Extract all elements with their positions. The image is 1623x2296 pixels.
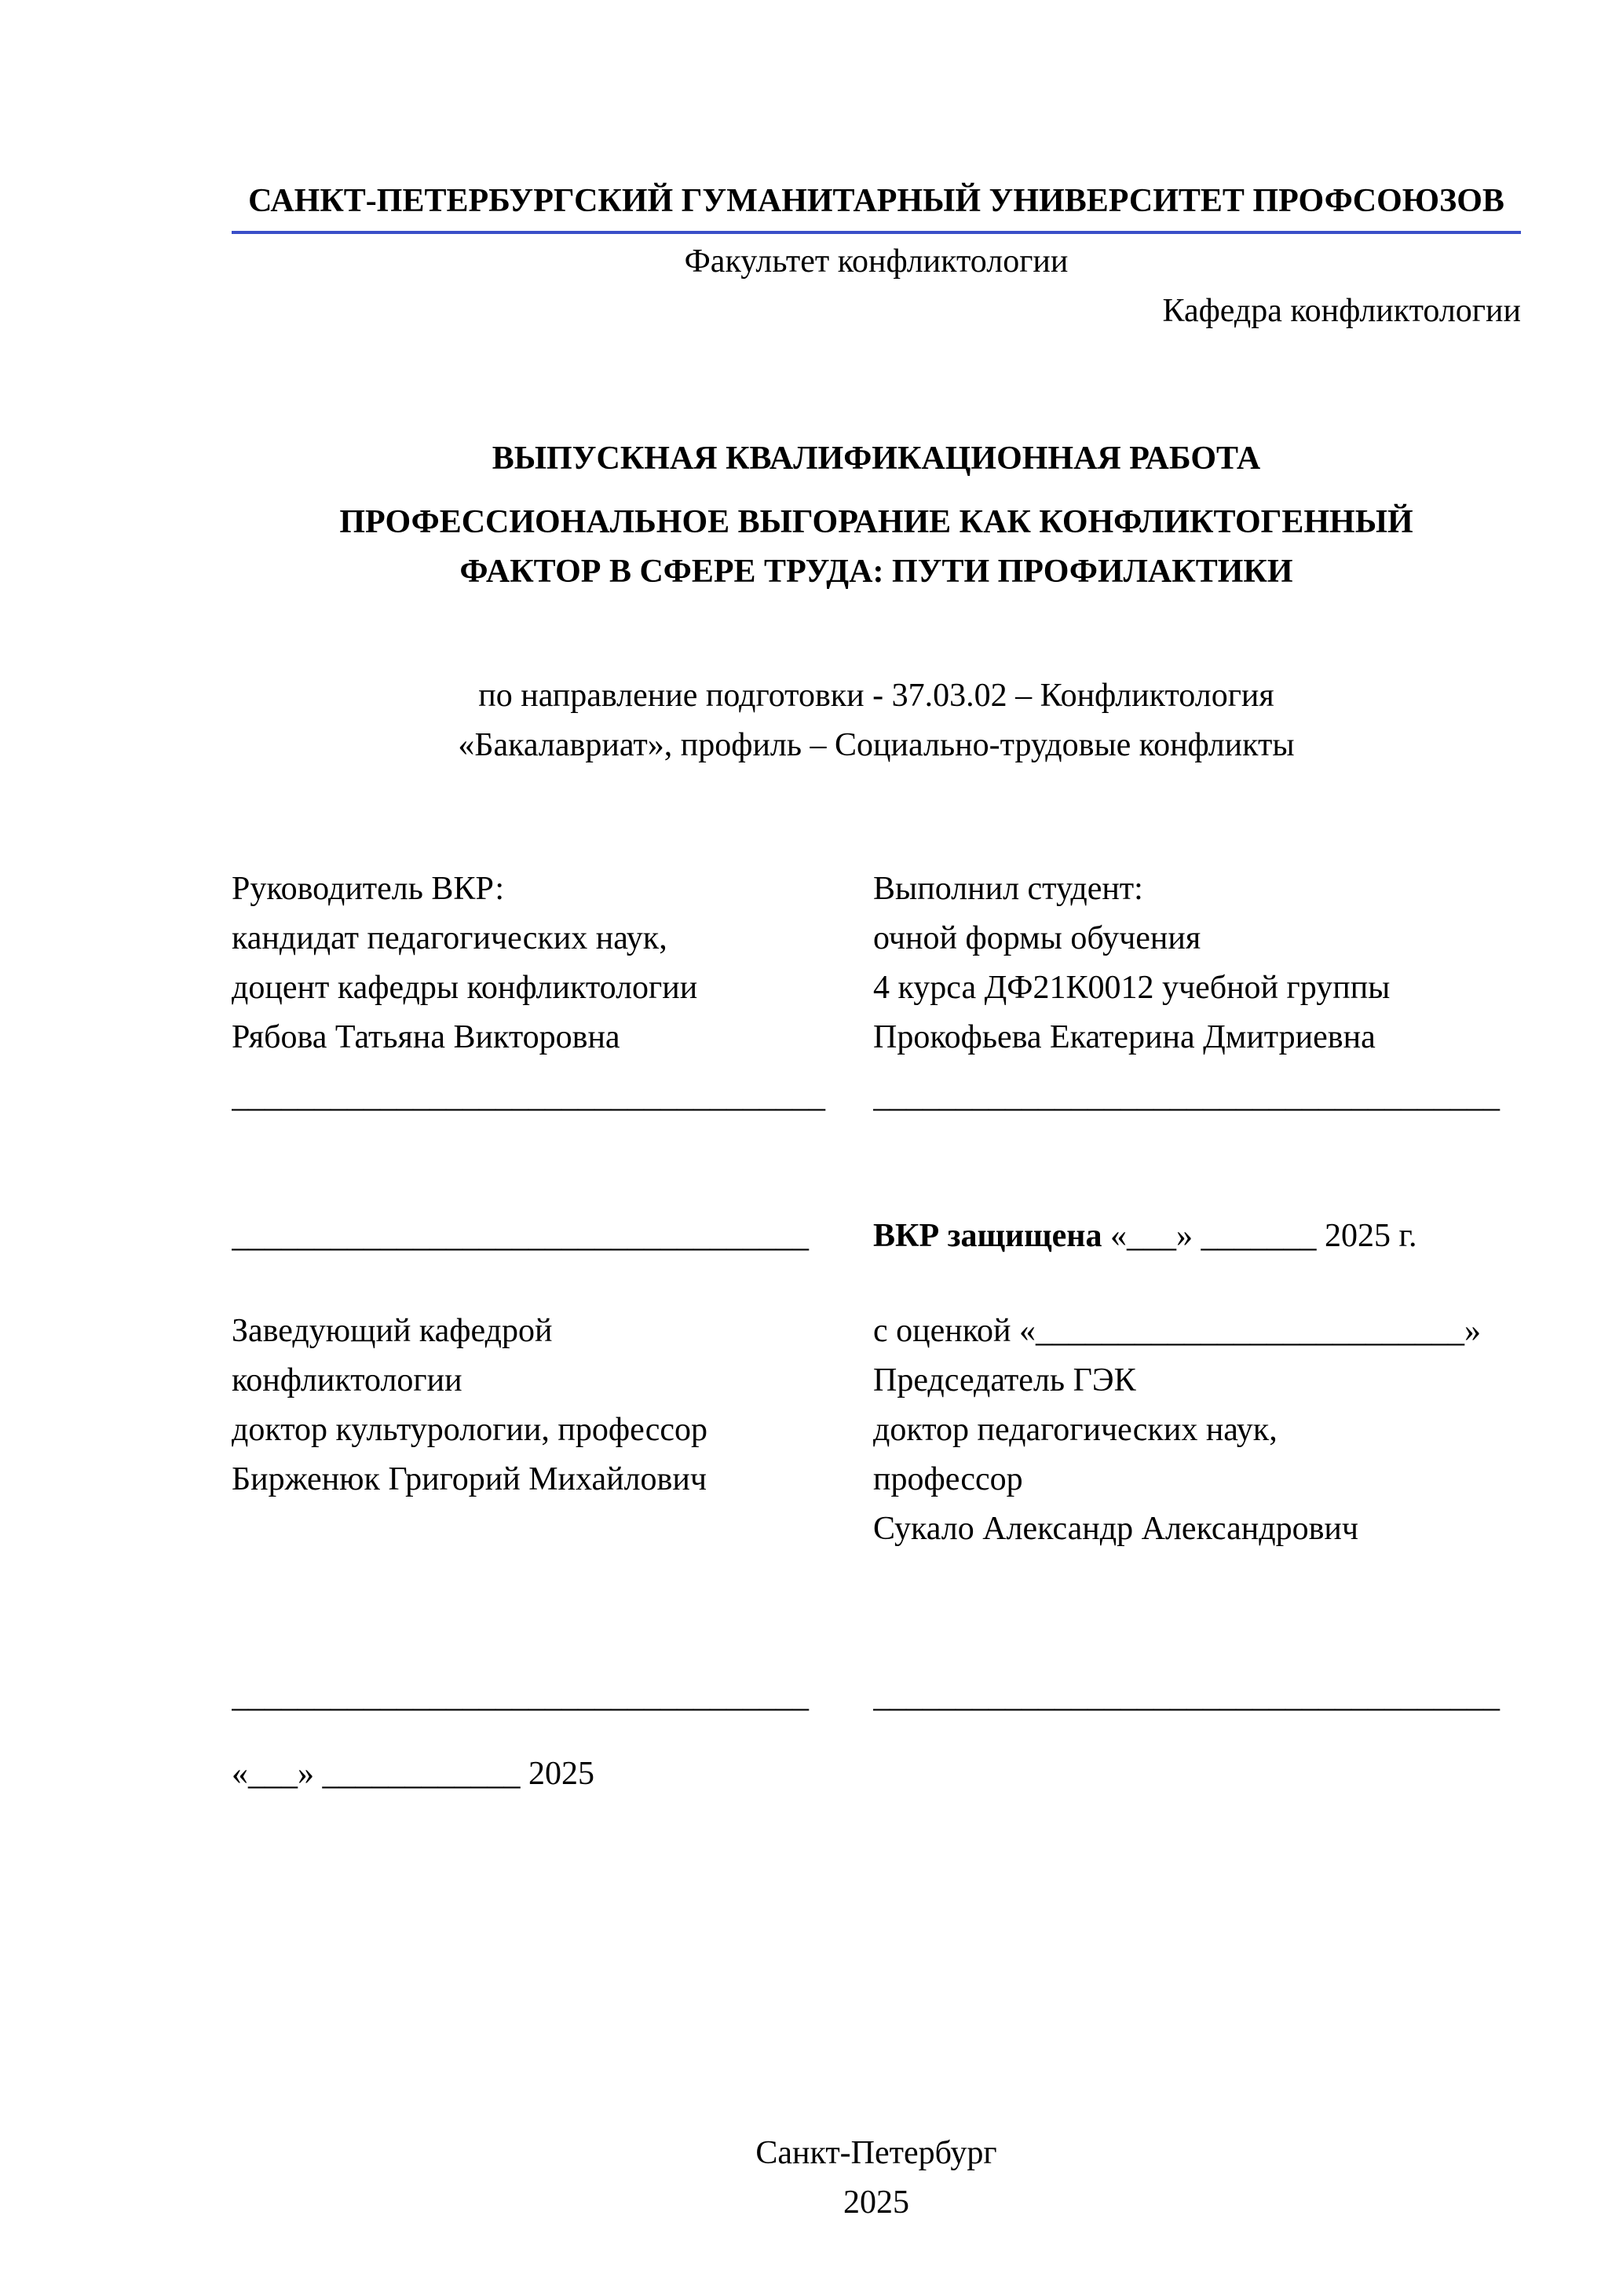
footer	[232, 2129, 1521, 2228]
gek-line1: Председатель ГЭК	[873, 1362, 1136, 1398]
approval-signature-line: ___________________________________	[232, 1218, 809, 1254]
department-name: Кафедра конфликтологии	[1162, 293, 1521, 329]
university-name: САНКТ-ПЕТЕРБУРГСКИЙ ГУМАНИТАРНЫЙ УНИВЕРСИТЕТ ПРОФСОЮЗОВ	[232, 177, 1521, 234]
defense-line	[873, 1212, 1521, 1261]
grade-line: с оценкой «__________________________»	[873, 1313, 1481, 1349]
supervisor-name: Рябова Татьяна Викторовна	[232, 1019, 620, 1055]
gek-line4: Сукало Александр Александрович	[873, 1511, 1359, 1547]
supervisor-label: Руководитель ВКР:	[232, 871, 505, 907]
date-line: «___» ____________ 2025	[232, 1756, 594, 1792]
student-group: 4 курса ДФ21К0012 учебной группы	[873, 970, 1391, 1006]
head-dept-line1: Заведующий кафедрой	[232, 1313, 553, 1349]
thesis-title-line1: ПРОФЕССИОНАЛЬНОЕ ВЫГОРАНИЕ КАК КОНФЛИКТОГЕННЫЙ	[339, 504, 1413, 540]
program-info	[232, 671, 1521, 770]
officials-row	[232, 1307, 1521, 1554]
footer-city: Санкт-Петербург	[755, 2135, 997, 2171]
faculty-name: Факультет конфликтологии	[684, 243, 1069, 280]
supervisor-student-row	[232, 865, 1521, 1121]
supervisor-signature-line: ____________________________________	[232, 1078, 825, 1114]
gek-chair-block	[873, 1307, 1521, 1554]
footer-year: 2025	[843, 2184, 909, 2221]
gek-line2: доктор педагогических наук,	[873, 1412, 1278, 1448]
student-block	[873, 865, 1521, 1121]
program-direction: по направление подготовки - 37.03.02 – Конфликтология	[478, 678, 1274, 714]
supervisor-block	[232, 865, 873, 1121]
work-type-heading: ВЫПУСКНАЯ КВАЛИФИКАЦИОННАЯ РАБОТА	[492, 441, 1261, 477]
supervisor-degree: кандидат педагогических наук,	[232, 920, 667, 956]
signature-lines-row	[232, 1672, 1521, 1721]
head-dept-line4: Бирженюк Григорий Михайлович	[232, 1461, 707, 1497]
defense-date-blank: «___» _______ 2025 г.	[1102, 1218, 1417, 1254]
approval-row	[232, 1212, 1521, 1261]
student-label: Выполнил студент:	[873, 871, 1143, 907]
student-signature-line: ______________________________________	[873, 1078, 1500, 1114]
program-profile: «Бакалавриат», профиль – Социально-трудовые конфликты	[458, 727, 1295, 763]
thesis-title-line2: ФАКТОР В СФЕРЕ ТРУДА: ПУТИ ПРОФИЛАКТИКИ	[459, 554, 1293, 590]
gek-line3: профессор	[873, 1461, 1023, 1497]
head-of-department-block	[232, 1307, 873, 1504]
head-dept-line3: доктор культурологии, профессор	[232, 1412, 708, 1448]
head-dept-signature-line: ___________________________________	[232, 1678, 809, 1714]
student-study-form: очной формы обучения	[873, 920, 1201, 956]
head-dept-line2: конфликтологии	[232, 1362, 462, 1398]
gek-chair-signature-line: ______________________________________	[873, 1678, 1500, 1714]
supervisor-position: доцент кафедры конфликтологии	[232, 970, 698, 1006]
thesis-title	[232, 498, 1521, 597]
student-name: Прокофьева Екатерина Дмитриевна	[873, 1019, 1376, 1055]
defense-label: ВКР защищена	[873, 1218, 1102, 1254]
